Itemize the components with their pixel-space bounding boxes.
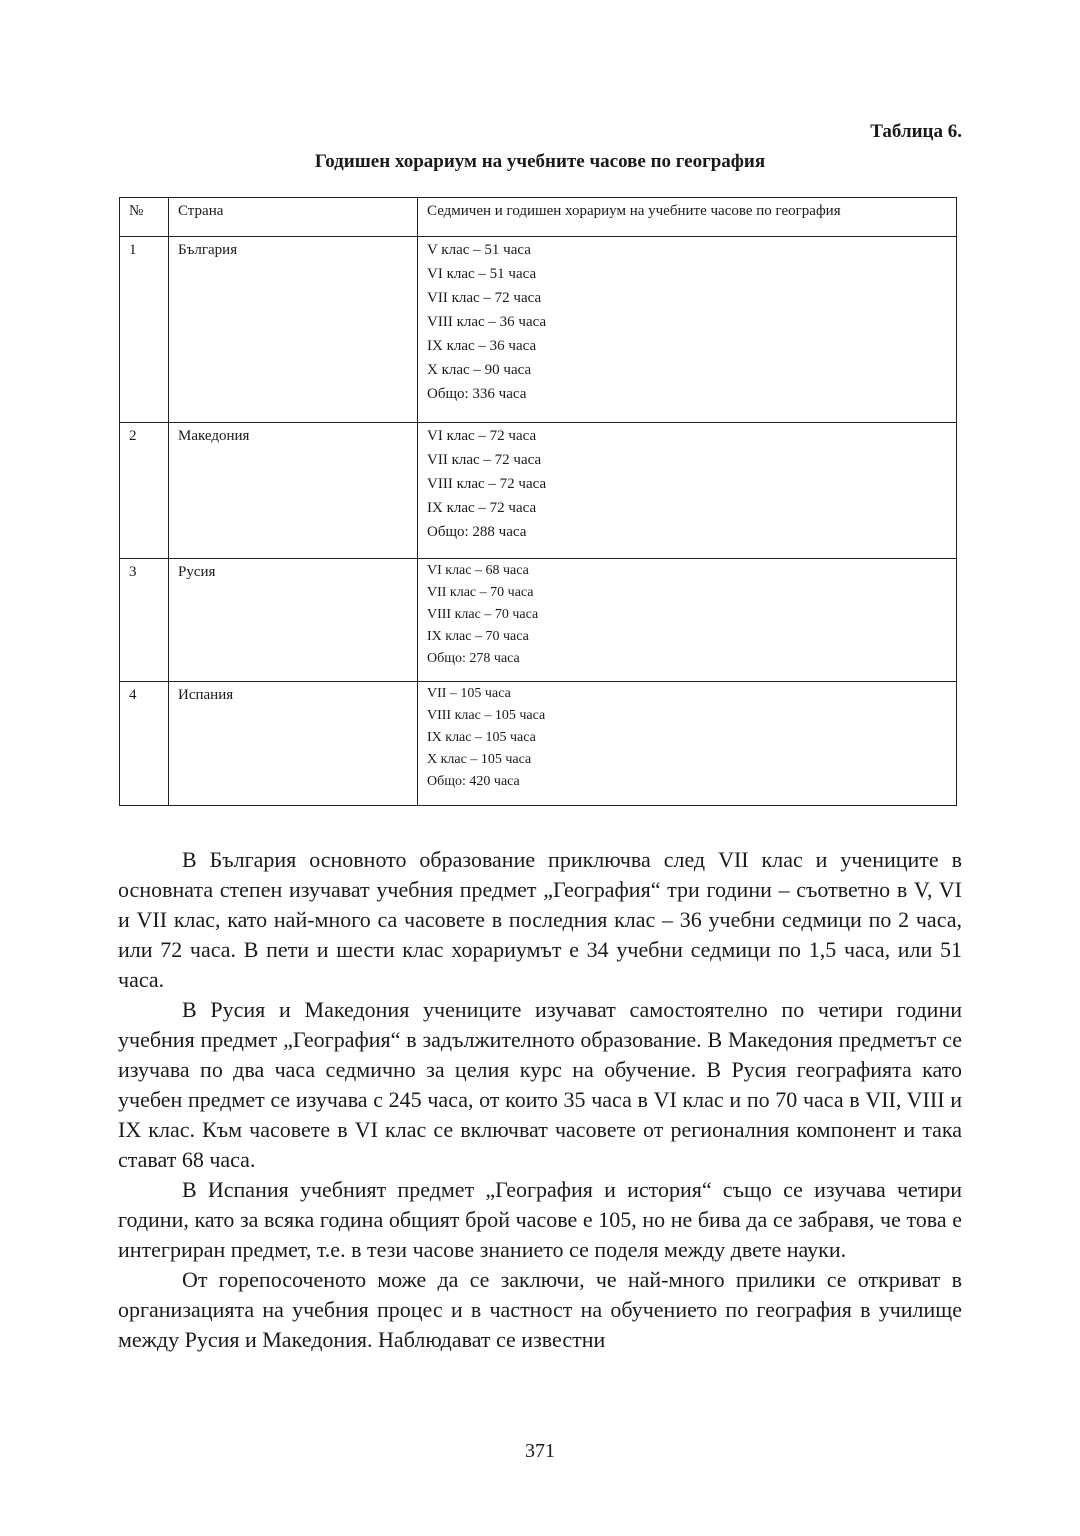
row-number: 4 [120, 682, 169, 806]
hours-line: VII клас – 72 часа [427, 290, 542, 306]
header-hours: Седмичен и годишен хорариум на учебните часове по география [418, 198, 957, 237]
hours-line: X клас – 105 часа [427, 752, 532, 767]
row-number: 1 [120, 237, 169, 423]
table-label: Таблица 6. [870, 121, 962, 142]
hours-total: Общо: 336 часа [427, 386, 527, 402]
row-hours [418, 423, 957, 559]
paragraph: В България основното образование приключва след VII клас и учениците в основната степен изучават учебния предмет „География“ три години – съответно в V, VI и VII клас, като най-много са часовете в последния клас – 36 учебни седмици по 2 часа, или 72 часа. В пети и шести клас хорариумът е 34 учебни седмици по 1,5 часа, или 51 часа. [118, 847, 962, 992]
hours-line: VIII клас – 36 часа [427, 314, 547, 330]
hours-line: V клас – 51 часа [427, 242, 531, 258]
hours-line: VII клас – 72 часа [427, 452, 542, 468]
hours-line: IX клас – 72 часа [427, 500, 537, 516]
table-row [120, 682, 957, 806]
header-number: № [120, 198, 169, 237]
hours-line: VII клас – 70 часа [427, 585, 534, 600]
hours-line: IX клас – 36 часа [427, 338, 537, 354]
hours-line: VIII клас – 70 часа [427, 607, 539, 622]
hours-line: VI клас – 51 часа [427, 266, 537, 282]
row-country: Македония [169, 423, 418, 559]
table-row [120, 559, 957, 682]
hours-total: Общо: 288 часа [427, 524, 527, 540]
hours-line: VI клас – 72 часа [427, 428, 537, 444]
paragraph: В Русия и Македония учениците изучават самостоятелно по четири години учебния предмет „География“ в задължителното образование. В Македония предметът се изучава по два часа седмично за целия курс на обучение. В Русия географията като учебен предмет се изучава с 245 часа, от които 35 часа в VI клас и по 70 часа в VII, VIII и IX клас. Към часовете в VI клас се включват часовете от регионалния компонент и така стават 68 часа. [118, 997, 962, 1172]
hours-total: Общо: 278 часа [427, 651, 520, 666]
table-row [120, 423, 957, 559]
table-title: Годишен хорариум на учебните часове по география [314, 151, 766, 172]
hours-line: VII – 105 часа [427, 686, 511, 701]
paragraph: В Испания учебният предмет „География и история“ също се изучава четири години, като за всяка година общият брой часове е 105, но не бива да се забравя, че това е интегриран предмет, т.е. в тези часове знанието се поделя между двете науки. [118, 1177, 962, 1262]
hours-line: IX клас – 70 часа [427, 629, 529, 644]
hours-line: VIII клас – 72 часа [427, 476, 547, 492]
table-row [120, 237, 957, 423]
row-hours [418, 682, 957, 806]
header-country: Страна [169, 198, 418, 237]
hours-table [119, 197, 957, 806]
body-text [118, 845, 962, 1355]
table-header-row [120, 198, 957, 237]
paragraph: От горепосоченото може да се заключи, че най-много прилики се откриват в организацията на учебния процес и в частност на обучението по география в училище между Русия и Македония. Наблюдават се известни [118, 1267, 962, 1352]
hours-line: VI клас – 68 часа [427, 563, 529, 578]
row-number: 2 [120, 423, 169, 559]
row-country: Испания [169, 682, 418, 806]
hours-total: Общо: 420 часа [427, 774, 520, 789]
row-country: България [169, 237, 418, 423]
row-hours [418, 237, 957, 423]
hours-line: IX клас – 105 часа [427, 730, 536, 745]
page-number: 371 [525, 1440, 555, 1462]
hours-line: X клас – 90 часа [427, 362, 532, 378]
row-country: Русия [169, 559, 418, 682]
row-hours [418, 559, 957, 682]
row-number: 3 [120, 559, 169, 682]
hours-line: VIII клас – 105 часа [427, 708, 546, 723]
